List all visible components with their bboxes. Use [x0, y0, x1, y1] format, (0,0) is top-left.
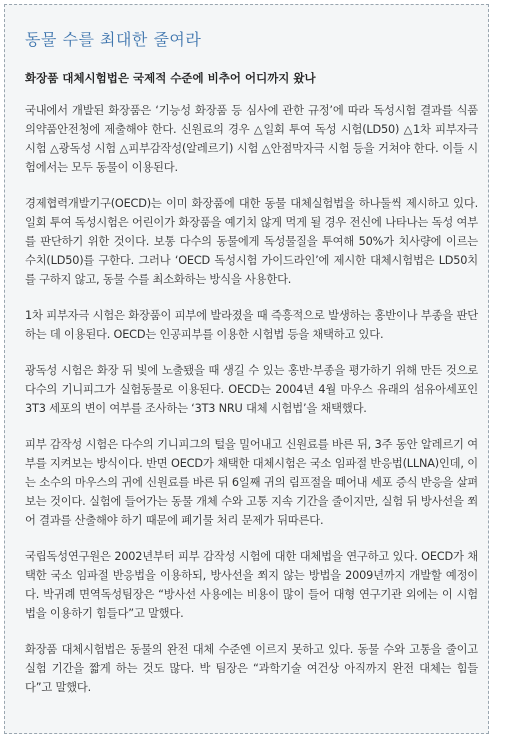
paragraph-3: 1차 피부자극 시험은 화장품이 피부에 발라졌을 때 즉흥적으로 발생하는 홍반이나 부종을 판단하는 데 이용된다. OECD는 인공피부를 이용한 시험법 등을 채택하고 있다. [25, 309, 478, 341]
paragraph-7: 화장품 대체시험법은 동물의 완전 대체 수준엔 이르지 못하고 있다. 동물 수와 고통을 줄이고 실험 기간을 짧게 하는 것도 많다. 박 팀장은 “과학기술 여건상 아직까지 완전 대체는 힘들다”고 말했다. [25, 643, 478, 694]
article-subtitle: 화장품 대체시험법은 국제적 수준에 비추어 어디까지 왔나 [25, 71, 316, 85]
article-box [4, 4, 489, 734]
article-title: 동물 수를 최대한 줄여라 [25, 30, 202, 49]
paragraph-2: 경제협력개발기구(OECD)는 이미 화장품에 대한 동물 대체실험법을 하나둘씩 제시하고 있다. 일회 투여 독성시험은 어린이가 화장품을 예기치 않게 먹게 될 경우 전신에 나타나는 독성 여부를 판단하기 위한 것이다. 보통 다수의 동물에게 독성물질을 투여해 50%가 치사량에 이르는 수치(LD50)를 구한다. 그러나 ‘OECD 독성시험 가이드라인’에 제시한 대체시험법은 LD50치를 구하지 않고, 동물 수를 최소화하는 방식을 사용한다. [25, 197, 478, 286]
paragraph-4: 광독성 시험은 화장 뒤 빛에 노출됐을 때 생길 수 있는 홍반·부종을 평가하기 위해 만든 것으로 다수의 기니피그가 실험동물로 이용된다. OECD는 2004년 4월 마우스 유래의 섬유아세포인 3T3 세포의 변이 여부를 조사하는 ‘3T3 NRU 대체 시험법’을 채택했다. [25, 364, 478, 415]
paragraph-1: 국내에서 개발된 화장품은 ‘기능성 화장품 등 심사에 관한 규정’에 따라 독성시험 결과를 식품의약품안전청에 제출해야 한다. 신원료의 경우 △일회 투여 독성 시험(LD50) △1차 피부자극 시험 △광독성 시험 △피부감작성(알레르기) 시험 △안점막자극 시험 등을 거쳐야 한다. 이들 시험에서는 모두 동물이 이용된다. [25, 104, 478, 174]
paragraph-5: 피부 감작성 시험은 다수의 기니피그의 털을 밀어내고 신원료를 바른 뒤, 3주 동안 알레르기 여부를 지켜보는 방식이다. 반면 OECD가 채택한 대체시험은 국소 임파절 반응법(LLNA)인데, 이는 소수의 마우스의 귀에 신원료를 바른 뒤 6일째 귀의 림프절을 떼어내 세포 증식 반응을 살펴보는 것이다. 실험에 들어가는 동물 개체 수와 고통 지속 기간을 줄이지만, 실험 뒤 방사선을 쬐어 결과를 산출해야 하기 때문에 폐기물 처리 문제가 뒤따른다. [25, 438, 478, 527]
paragraph-6: 국립독성연구원은 2002년부터 피부 감작성 시험에 대한 대체법을 연구하고 있다. OECD가 채택한 국소 임파절 반응법을 이용하되, 방사선을 쬐지 않는 방법을 2009년까지 개발할 예정이다. 박귀례 면역독성팀장은 “방사선 사용에는 비용이 많이 들어 대형 연구기관 외에는 이 시험법을 이용하기 힘들다”고 말했다. [25, 550, 478, 620]
